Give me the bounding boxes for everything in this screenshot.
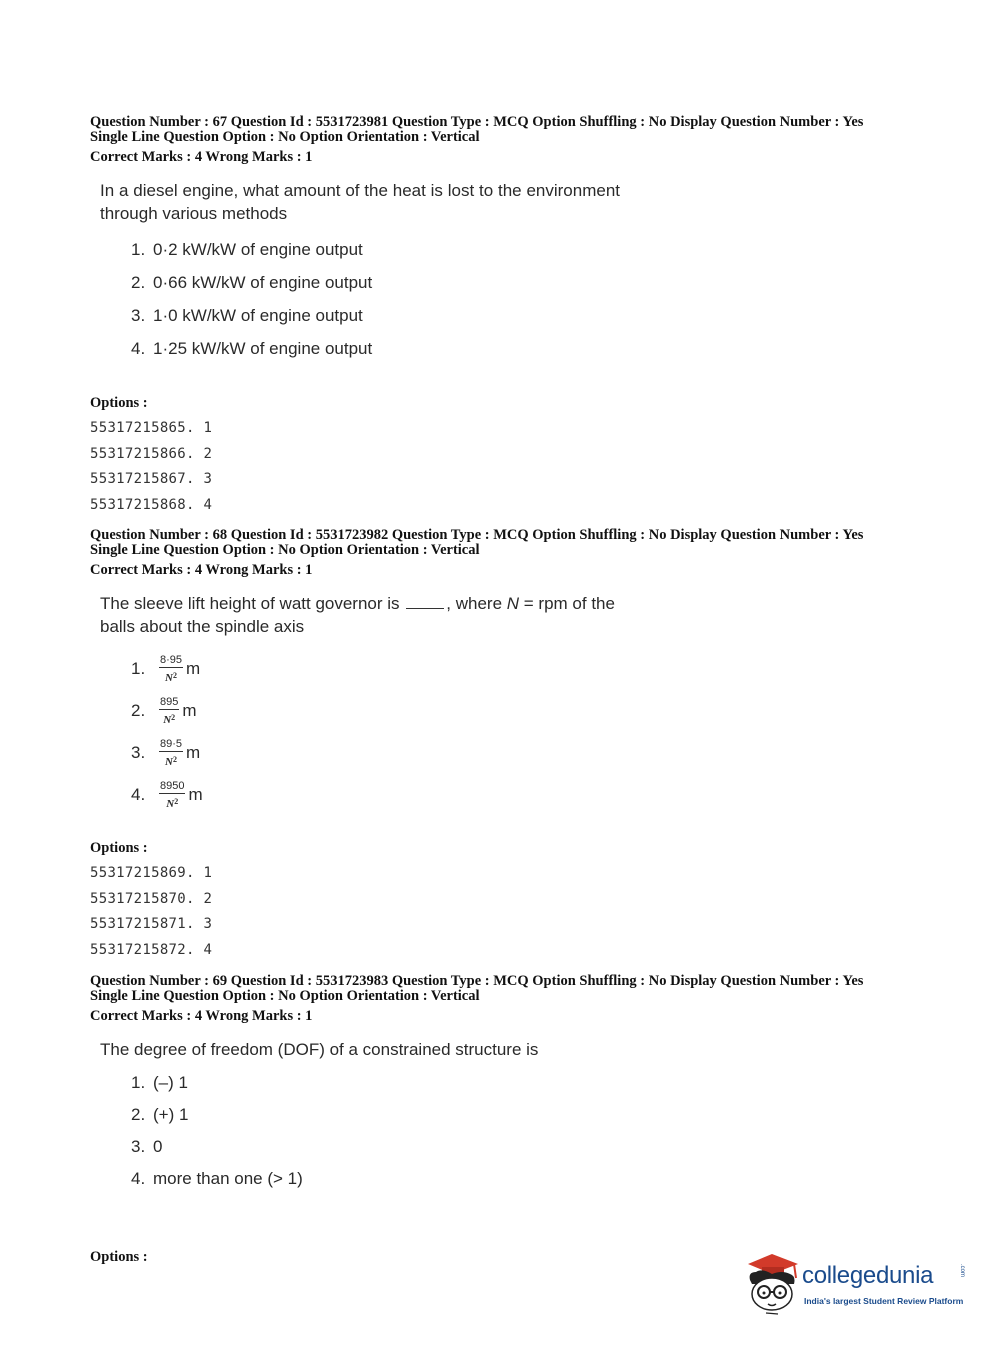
option-code: 55317215871. 3 <box>90 916 213 932</box>
choice-item: 1. $\frac{8\cdot 95}{N^2}$ m <box>131 654 201 684</box>
question-text: The sleeve lift height of watt governor is , where N = rpm of the balls about the spindle axis <box>100 594 615 636</box>
question-meta-line2: Single Line Question Option : No Option Orientation : Vertical <box>90 129 480 145</box>
choice-item: 3. $\frac{89\cdot 5}{N^2}$ m <box>131 738 201 768</box>
fraction: $\frac{89\cdot 5}{N^2}$ <box>160 738 183 768</box>
question-68 <box>90 528 910 963</box>
option-code: 55317215868. 4 <box>90 496 213 513</box>
logo-suffix: .com <box>959 1264 965 1278</box>
options-label: Options : <box>90 1249 148 1265</box>
fraction: $\frac{8\cdot 95}{N^2}$ <box>160 654 183 684</box>
choice-item: 1. 0·2 kW/kW of engine output <box>131 240 363 259</box>
choice-item: 3. 0 <box>131 1137 163 1156</box>
choice-item: 2. $\frac{895}{N^2}$ m <box>131 696 197 726</box>
collegedunia-logo <box>742 1250 972 1316</box>
option-code: 55317215869. 1 <box>90 865 213 881</box>
choice-item: 1. (–) 1 <box>131 1073 188 1092</box>
choice-list <box>131 1067 910 1195</box>
question-67 <box>90 115 910 518</box>
choice-list <box>131 648 910 816</box>
question-meta-line1: Question Number : 67 Question Id : 5531723981 Question Type : MCQ Option Shuffling : No Display Question Number : Yes <box>90 114 864 130</box>
marks-line: Correct Marks : 4 Wrong Marks : 1 <box>90 1008 313 1024</box>
choice-item: 4. more than one (> 1) <box>131 1169 303 1188</box>
choice-item: 3. 1·0 kW/kW of engine output <box>131 306 363 325</box>
question-meta-line2: Single Line Question Option : No Option Orientation : Vertical <box>90 542 480 558</box>
question-text: The degree of freedom (DOF) of a constrained structure is <box>100 1040 539 1059</box>
choice-item: 2. 0·66 kW/kW of engine output <box>131 273 373 292</box>
option-codes <box>90 416 910 518</box>
choice-item: 4. $\frac{8950}{N^2}$ m <box>131 780 203 810</box>
logo-tagline: India's largest Student Review Platform <box>804 1296 964 1306</box>
options-label: Options : <box>90 395 148 411</box>
marks-line: Correct Marks : 4 Wrong Marks : 1 <box>90 149 313 165</box>
choice-list <box>131 233 910 365</box>
question-meta-line2: Single Line Question Option : No Option Orientation : Vertical <box>90 988 480 1004</box>
logo-wordmark: collegedunia <box>802 1262 934 1289</box>
fill-blank <box>406 594 444 609</box>
question-meta-line1: Question Number : 69 Question Id : 5531723983 Question Type : MCQ Option Shuffling : No Display Question Number : Yes <box>90 973 864 989</box>
mascot-icon <box>742 1250 802 1316</box>
options-label: Options : <box>90 840 148 856</box>
choice-item: 4. 1·25 kW/kW of engine output <box>131 339 373 358</box>
question-text: In a diesel engine, what amount of the heat is lost to the environment through various methods <box>100 181 620 223</box>
question-meta-line1: Question Number : 68 Question Id : 5531723982 Question Type : MCQ Option Shuffling : No Display Question Number : Yes <box>90 527 864 543</box>
question-69 <box>90 974 910 1266</box>
option-code: 55317215870. 2 <box>90 890 213 907</box>
option-code: 55317215866. 2 <box>90 445 213 462</box>
marks-line: Correct Marks : 4 Wrong Marks : 1 <box>90 562 313 578</box>
option-codes <box>90 861 910 963</box>
option-code: 55317215867. 3 <box>90 471 213 487</box>
choice-item: 2. (+) 1 <box>131 1105 189 1124</box>
fraction: $\frac{895}{N^2}$ <box>160 696 179 726</box>
option-code: 55317215865. 1 <box>90 420 213 436</box>
fraction: $\frac{8950}{N^2}$ <box>160 780 185 810</box>
option-code: 55317215872. 4 <box>90 941 213 958</box>
